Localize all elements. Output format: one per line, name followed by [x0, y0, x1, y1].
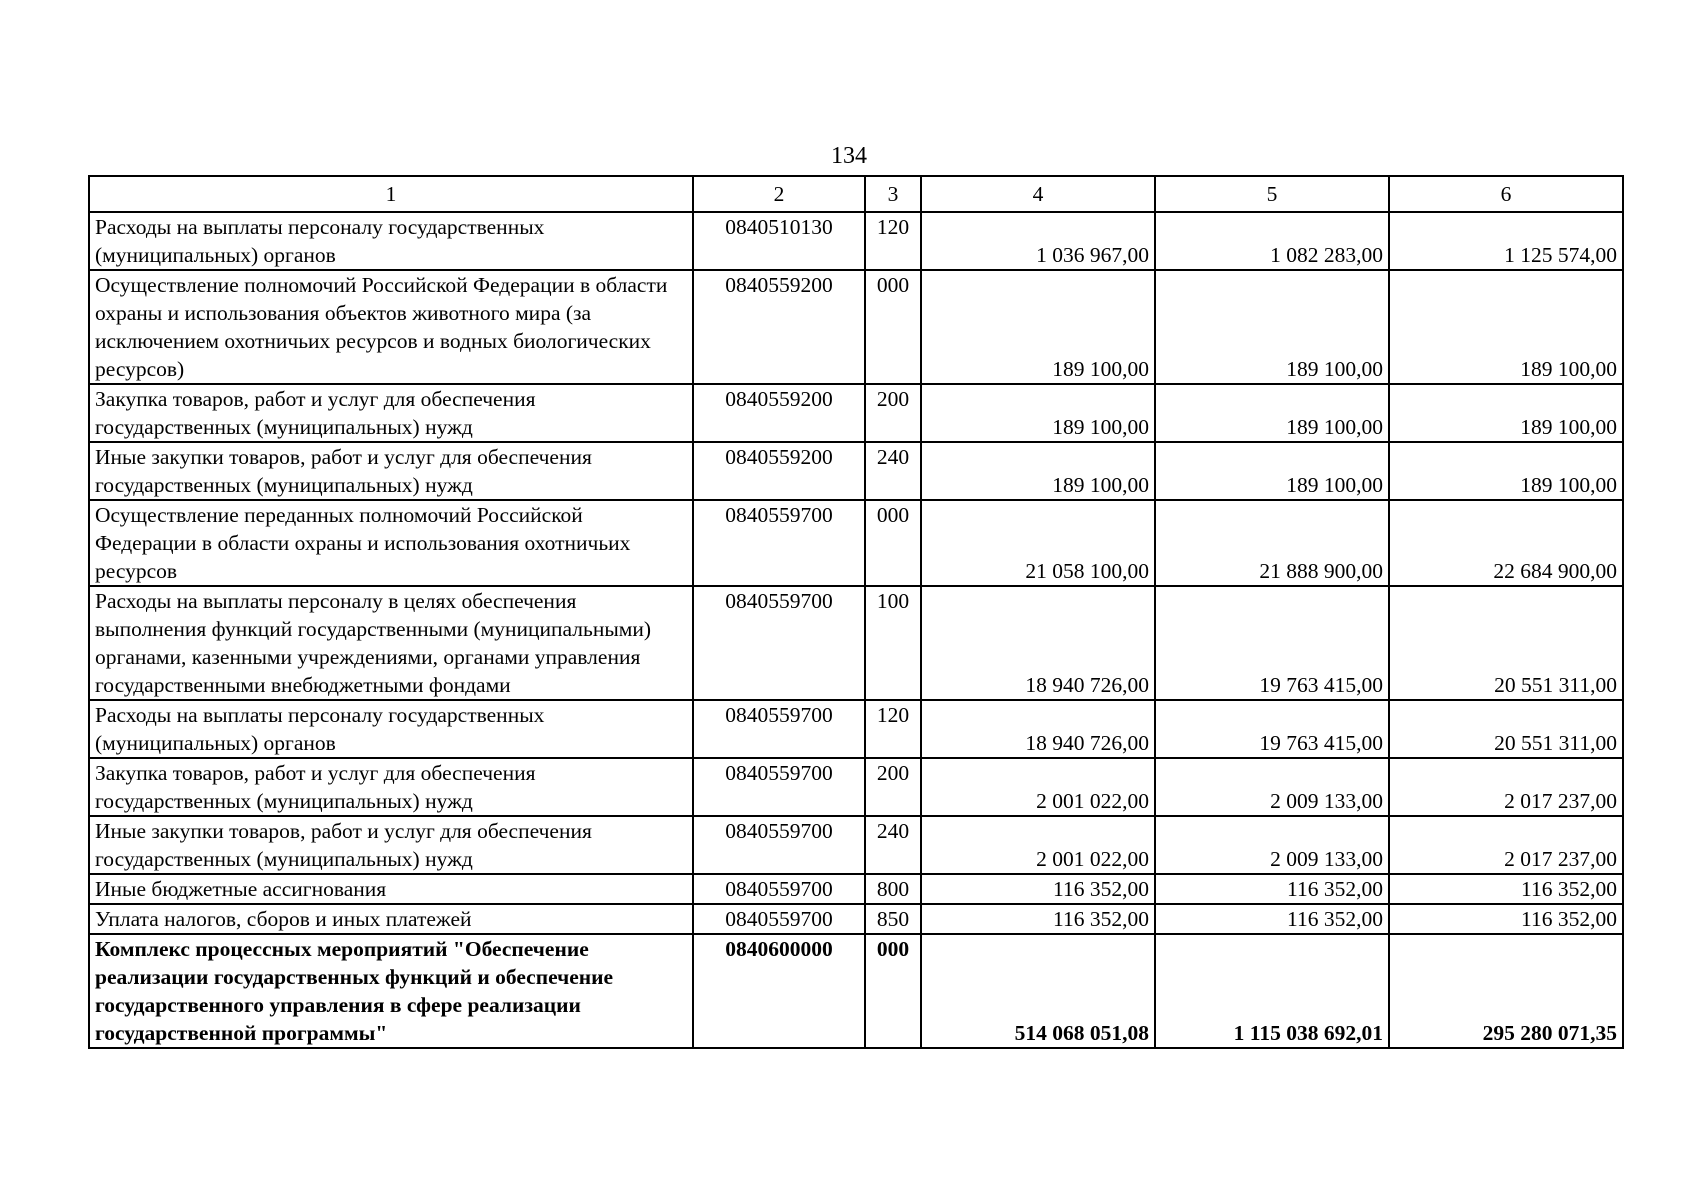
row-name-cell: Закупка товаров, работ и услуг для обеспечения государственных (муниципальных) нужд [89, 758, 693, 816]
row-code-cell: 0840559700 [693, 904, 865, 934]
row-value-2024-cell: 116 352,00 [921, 874, 1155, 904]
row-value-2026-cell: 189 100,00 [1389, 270, 1623, 384]
table-row [89, 758, 1623, 816]
row-value-2024-cell: 1 036 967,00 [921, 212, 1155, 270]
row-code-cell: 0840559700 [693, 816, 865, 874]
row-value-2025-cell: 189 100,00 [1155, 270, 1389, 384]
row-value-2026-cell: 20 551 311,00 [1389, 586, 1623, 700]
row-value-2026-cell: 189 100,00 [1389, 442, 1623, 500]
row-code-cell: 0840510130 [693, 212, 865, 270]
column-header-1: 1 [89, 176, 693, 212]
row-value-2024-cell: 2 001 022,00 [921, 816, 1155, 874]
row-expense-type-cell: 240 [865, 816, 921, 874]
row-expense-type-cell: 200 [865, 758, 921, 816]
row-name-cell: Осуществление полномочий Российской Федерации в области охраны и использования объектов животного мира (за исключением охотничьих ресурсов и водных биологических ресурсов) [89, 270, 693, 384]
row-code-cell: 0840559700 [693, 758, 865, 816]
row-value-2024-cell: 189 100,00 [921, 270, 1155, 384]
row-value-2025-cell: 116 352,00 [1155, 874, 1389, 904]
table-row [89, 270, 1623, 384]
table-body [89, 212, 1623, 1048]
row-value-2025-cell: 21 888 900,00 [1155, 500, 1389, 586]
row-value-2026-cell: 2 017 237,00 [1389, 816, 1623, 874]
table-row [89, 904, 1623, 934]
page-number: 134 [831, 143, 867, 169]
row-code-cell: 0840559700 [693, 586, 865, 700]
row-value-2025-cell: 1 082 283,00 [1155, 212, 1389, 270]
row-value-2025-cell: 189 100,00 [1155, 442, 1389, 500]
row-code-cell: 0840600000 [693, 934, 865, 1048]
row-expense-type-cell: 000 [865, 270, 921, 384]
row-value-2024-cell: 21 058 100,00 [921, 500, 1155, 586]
row-code-cell: 0840559200 [693, 442, 865, 500]
row-code-cell: 0840559700 [693, 700, 865, 758]
table-row [89, 816, 1623, 874]
budget-table [88, 175, 1624, 1049]
row-value-2025-cell: 116 352,00 [1155, 904, 1389, 934]
row-expense-type-cell: 800 [865, 874, 921, 904]
table-row [89, 212, 1623, 270]
table-row [89, 442, 1623, 500]
column-header-5: 5 [1155, 176, 1389, 212]
row-expense-type-cell: 000 [865, 500, 921, 586]
row-expense-type-cell: 120 [865, 212, 921, 270]
row-value-2026-cell: 2 017 237,00 [1389, 758, 1623, 816]
row-name-cell: Комплекс процессных мероприятий "Обеспечение реализации государственных функций и обеспечение государственного управления в сфере реализации государственной программы" [89, 934, 693, 1048]
table-row [89, 384, 1623, 442]
row-name-cell: Иные закупки товаров, работ и услуг для обеспечения государственных (муниципальных) нужд [89, 816, 693, 874]
row-name-cell: Расходы на выплаты персоналу в целях обеспечения выполнения функций государственными (муниципальными) органами, казенными учреждениями, органами управления государственными внебюджетными фондами [89, 586, 693, 700]
row-value-2026-cell: 20 551 311,00 [1389, 700, 1623, 758]
column-header-4: 4 [921, 176, 1155, 212]
row-value-2026-cell: 22 684 900,00 [1389, 500, 1623, 586]
row-expense-type-cell: 000 [865, 934, 921, 1048]
table-header [89, 176, 1623, 212]
table-row [89, 874, 1623, 904]
row-name-cell: Уплата налогов, сборов и иных платежей [89, 904, 693, 934]
row-expense-type-cell: 120 [865, 700, 921, 758]
row-value-2026-cell: 1 125 574,00 [1389, 212, 1623, 270]
table-row [89, 934, 1623, 1048]
row-value-2024-cell: 189 100,00 [921, 442, 1155, 500]
row-value-2024-cell: 18 940 726,00 [921, 586, 1155, 700]
header-row [89, 176, 1623, 212]
row-value-2024-cell: 116 352,00 [921, 904, 1155, 934]
row-code-cell: 0840559700 [693, 500, 865, 586]
row-value-2025-cell: 2 009 133,00 [1155, 758, 1389, 816]
row-code-cell: 0840559200 [693, 270, 865, 384]
row-value-2024-cell: 2 001 022,00 [921, 758, 1155, 816]
column-header-6: 6 [1389, 176, 1623, 212]
row-name-cell: Расходы на выплаты персоналу государственных (муниципальных) органов [89, 700, 693, 758]
row-value-2025-cell: 1 115 038 692,01 [1155, 934, 1389, 1048]
table-row [89, 586, 1623, 700]
row-expense-type-cell: 850 [865, 904, 921, 934]
row-value-2026-cell: 295 280 071,35 [1389, 934, 1623, 1048]
row-expense-type-cell: 100 [865, 586, 921, 700]
row-expense-type-cell: 240 [865, 442, 921, 500]
row-value-2024-cell: 18 940 726,00 [921, 700, 1155, 758]
row-expense-type-cell: 200 [865, 384, 921, 442]
column-header-2: 2 [693, 176, 865, 212]
row-name-cell: Расходы на выплаты персоналу государственных (муниципальных) органов [89, 212, 693, 270]
row-value-2024-cell: 514 068 051,08 [921, 934, 1155, 1048]
row-value-2024-cell: 189 100,00 [921, 384, 1155, 442]
row-value-2025-cell: 19 763 415,00 [1155, 700, 1389, 758]
row-value-2025-cell: 189 100,00 [1155, 384, 1389, 442]
row-name-cell: Иные закупки товаров, работ и услуг для обеспечения государственных (муниципальных) нужд [89, 442, 693, 500]
row-value-2025-cell: 19 763 415,00 [1155, 586, 1389, 700]
row-name-cell: Закупка товаров, работ и услуг для обеспечения государственных (муниципальных) нужд [89, 384, 693, 442]
table-row [89, 700, 1623, 758]
row-value-2026-cell: 116 352,00 [1389, 904, 1623, 934]
row-code-cell: 0840559200 [693, 384, 865, 442]
column-header-3: 3 [865, 176, 921, 212]
row-code-cell: 0840559700 [693, 874, 865, 904]
row-value-2026-cell: 189 100,00 [1389, 384, 1623, 442]
row-name-cell: Иные бюджетные ассигнования [89, 874, 693, 904]
table-row [89, 500, 1623, 586]
row-value-2026-cell: 116 352,00 [1389, 874, 1623, 904]
row-value-2025-cell: 2 009 133,00 [1155, 816, 1389, 874]
row-name-cell: Осуществление переданных полномочий Российской Федерации в области охраны и использования охотничьих ресурсов [89, 500, 693, 586]
